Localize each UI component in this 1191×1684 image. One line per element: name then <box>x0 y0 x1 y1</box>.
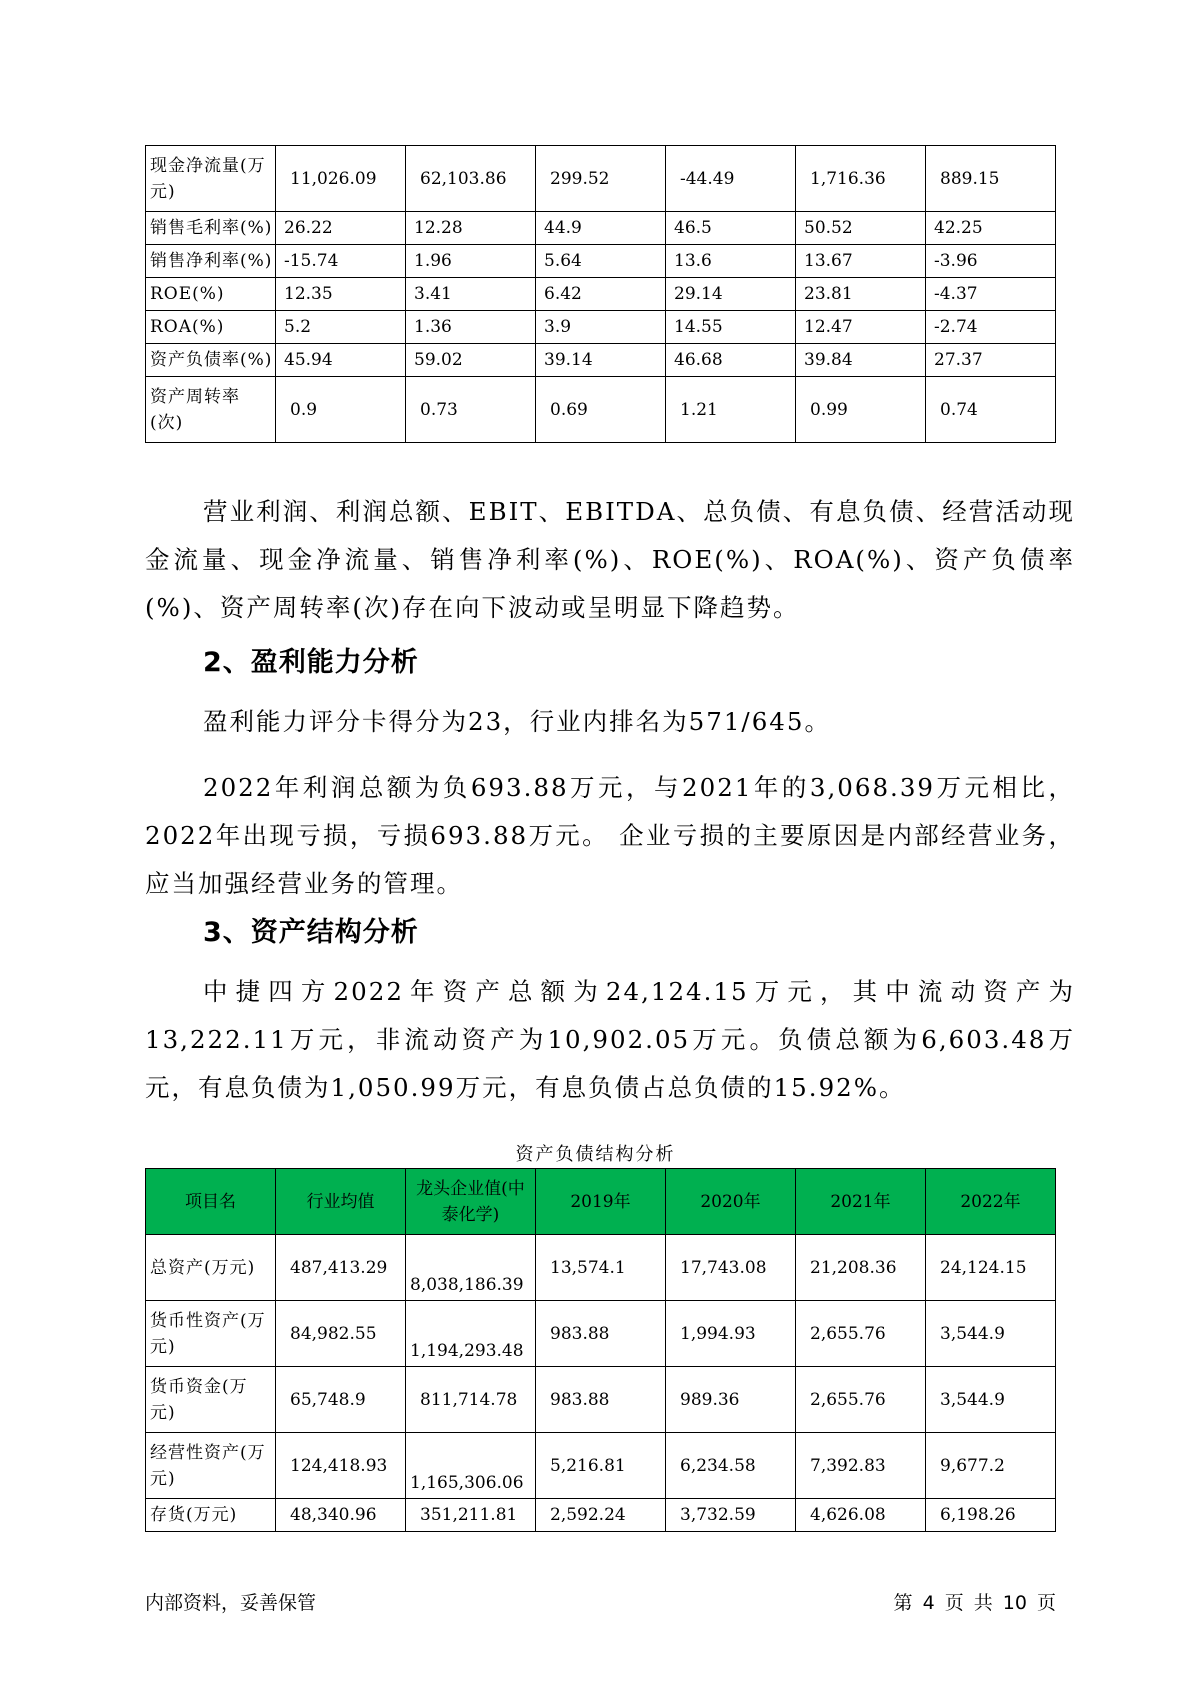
column-header: 项目名 <box>146 1169 276 1235</box>
cell: 1,716.36 <box>796 146 926 212</box>
cell: 13.6 <box>666 245 796 278</box>
cell: 23.81 <box>796 278 926 311</box>
cell: 0.9 <box>276 377 406 443</box>
cell: 3,544.9 <box>926 1301 1056 1367</box>
row-label: 货币资金(万元) <box>146 1367 276 1433</box>
table-row <box>146 344 1056 377</box>
cell: 3,732.59 <box>666 1499 796 1532</box>
cell: 48,340.96 <box>276 1499 406 1532</box>
cell: 24,124.15 <box>926 1235 1056 1301</box>
cell: 351,211.81 <box>406 1499 536 1532</box>
cell: -15.74 <box>276 245 406 278</box>
cell: -44.49 <box>666 146 796 212</box>
cell: 4,626.08 <box>796 1499 926 1532</box>
cell: 487,413.29 <box>276 1235 406 1301</box>
cell: 84,982.55 <box>276 1301 406 1367</box>
table-caption: 资产负债结构分析 <box>515 1144 676 1165</box>
cell: 9,677.2 <box>926 1433 1056 1499</box>
table-row <box>146 1301 1056 1367</box>
column-header: 2022年 <box>926 1169 1056 1235</box>
cell: 50.52 <box>796 212 926 245</box>
cell: 3.9 <box>536 311 666 344</box>
cell: 59.02 <box>406 344 536 377</box>
cell: 5.2 <box>276 311 406 344</box>
cell: 1.36 <box>406 311 536 344</box>
cell: 11,026.09 <box>276 146 406 212</box>
column-header: 2021年 <box>796 1169 926 1235</box>
cell: 5,216.81 <box>536 1433 666 1499</box>
cell: 46.5 <box>666 212 796 245</box>
cell: 3.41 <box>406 278 536 311</box>
cell: 65,748.9 <box>276 1367 406 1433</box>
cell: 39.14 <box>536 344 666 377</box>
cell: 3,544.9 <box>926 1367 1056 1433</box>
financial-indicators-table <box>145 145 1056 443</box>
footer-confidential-note: 内部资料，妥善保管 <box>145 1592 317 1614</box>
footer-page-number: 第 4 页 共 10 页 <box>893 1592 1056 1614</box>
cell: 1,994.93 <box>666 1301 796 1367</box>
row-label: 存货(万元) <box>146 1499 276 1532</box>
table-row <box>146 311 1056 344</box>
row-label: 货币性资产(万元) <box>146 1301 276 1367</box>
table-row <box>146 1235 1056 1301</box>
cell: -2.74 <box>926 311 1056 344</box>
table-row <box>146 1367 1056 1433</box>
cell: 21,208.36 <box>796 1235 926 1301</box>
cell: 62,103.86 <box>406 146 536 212</box>
row-label: 资产负债率(%) <box>146 344 276 377</box>
row-label: 销售毛利率(%) <box>146 212 276 245</box>
cell: 1.96 <box>406 245 536 278</box>
cell: 44.9 <box>536 212 666 245</box>
section-heading-asset-structure: 3、资产结构分析 <box>203 917 419 948</box>
cell: 6,234.58 <box>666 1433 796 1499</box>
cell: 2,592.24 <box>536 1499 666 1532</box>
row-label: 总资产(万元) <box>146 1235 276 1301</box>
row-label: ROA(%) <box>146 311 276 344</box>
cell: 0.73 <box>406 377 536 443</box>
column-header: 2019年 <box>536 1169 666 1235</box>
cell: 14.55 <box>666 311 796 344</box>
table-row <box>146 146 1056 212</box>
cell: 299.52 <box>536 146 666 212</box>
cell: 29.14 <box>666 278 796 311</box>
cell: 12.28 <box>406 212 536 245</box>
column-header: 龙头企业值(中泰化学) <box>406 1169 536 1235</box>
column-header: 行业均值 <box>276 1169 406 1235</box>
cell: 45.94 <box>276 344 406 377</box>
cell: 7,392.83 <box>796 1433 926 1499</box>
cell: 5.64 <box>536 245 666 278</box>
row-label: ROE(%) <box>146 278 276 311</box>
table-row <box>146 278 1056 311</box>
cell: 1,194,293.48 <box>406 1301 536 1367</box>
cell: 26.22 <box>276 212 406 245</box>
row-label: 现金净流量(万元) <box>146 146 276 212</box>
paragraph-profit-analysis: 2022年利润总额为负693.88万元，与2021年的3,068.39万元相比，2022年出现亏损，亏损693.88万元。 企业亏损的主要原因是内部经营业务，应当加强经营业务的管理。 <box>145 773 1075 898</box>
paragraph-profitability-score: 盈利能力评分卡得分为23，行业内排名为571/645。 <box>203 707 831 736</box>
cell: 1,165,306.06 <box>406 1433 536 1499</box>
section-heading-profitability: 2、盈利能力分析 <box>203 647 419 678</box>
cell: 13.67 <box>796 245 926 278</box>
cell: 8,038,186.39 <box>406 1235 536 1301</box>
cell: 2,655.76 <box>796 1367 926 1433</box>
paragraph-asset-structure: 中捷四方2022年资产总额为24,124.15万元，其中流动资产为13,222.11万元，非流动资产为10,902.05万元。负债总额为6,603.48万元，有息负债为1,050.99万元，有息负债占总负债的15.92%。 <box>145 977 1075 1102</box>
cell: 12.47 <box>796 311 926 344</box>
row-label: 资产周转率(次) <box>146 377 276 443</box>
cell: 39.84 <box>796 344 926 377</box>
paragraph-trend-summary: 营业利润、利润总额、EBIT、EBITDA、总负债、有息负债、经营活动现金流量、现金净流量、销售净利率(%)、ROE(%)、ROA(%)、资产负债率(%)、资产周转率(次)存在向下波动或呈明显下降趋势。 <box>145 497 1075 622</box>
cell: 1.21 <box>666 377 796 443</box>
cell: 12.35 <box>276 278 406 311</box>
table-row <box>146 377 1056 443</box>
cell: 811,714.78 <box>406 1367 536 1433</box>
cell: 42.25 <box>926 212 1056 245</box>
table-row <box>146 1433 1056 1499</box>
row-label: 经营性资产(万元) <box>146 1433 276 1499</box>
cell: -3.96 <box>926 245 1056 278</box>
cell: 989.36 <box>666 1367 796 1433</box>
table-row <box>146 1499 1056 1532</box>
cell: 983.88 <box>536 1301 666 1367</box>
cell: 0.99 <box>796 377 926 443</box>
cell: -4.37 <box>926 278 1056 311</box>
cell: 983.88 <box>536 1367 666 1433</box>
table-row <box>146 212 1056 245</box>
cell: 2,655.76 <box>796 1301 926 1367</box>
table-row <box>146 245 1056 278</box>
cell: 46.68 <box>666 344 796 377</box>
cell: 124,418.93 <box>276 1433 406 1499</box>
cell: 6.42 <box>536 278 666 311</box>
column-header: 2020年 <box>666 1169 796 1235</box>
cell: 6,198.26 <box>926 1499 1056 1532</box>
row-label: 销售净利率(%) <box>146 245 276 278</box>
cell: 889.15 <box>926 146 1056 212</box>
asset-liability-table <box>145 1168 1056 1532</box>
cell: 0.74 <box>926 377 1056 443</box>
cell: 13,574.1 <box>536 1235 666 1301</box>
cell: 17,743.08 <box>666 1235 796 1301</box>
table-header-row <box>146 1169 1056 1235</box>
cell: 27.37 <box>926 344 1056 377</box>
cell: 0.69 <box>536 377 666 443</box>
